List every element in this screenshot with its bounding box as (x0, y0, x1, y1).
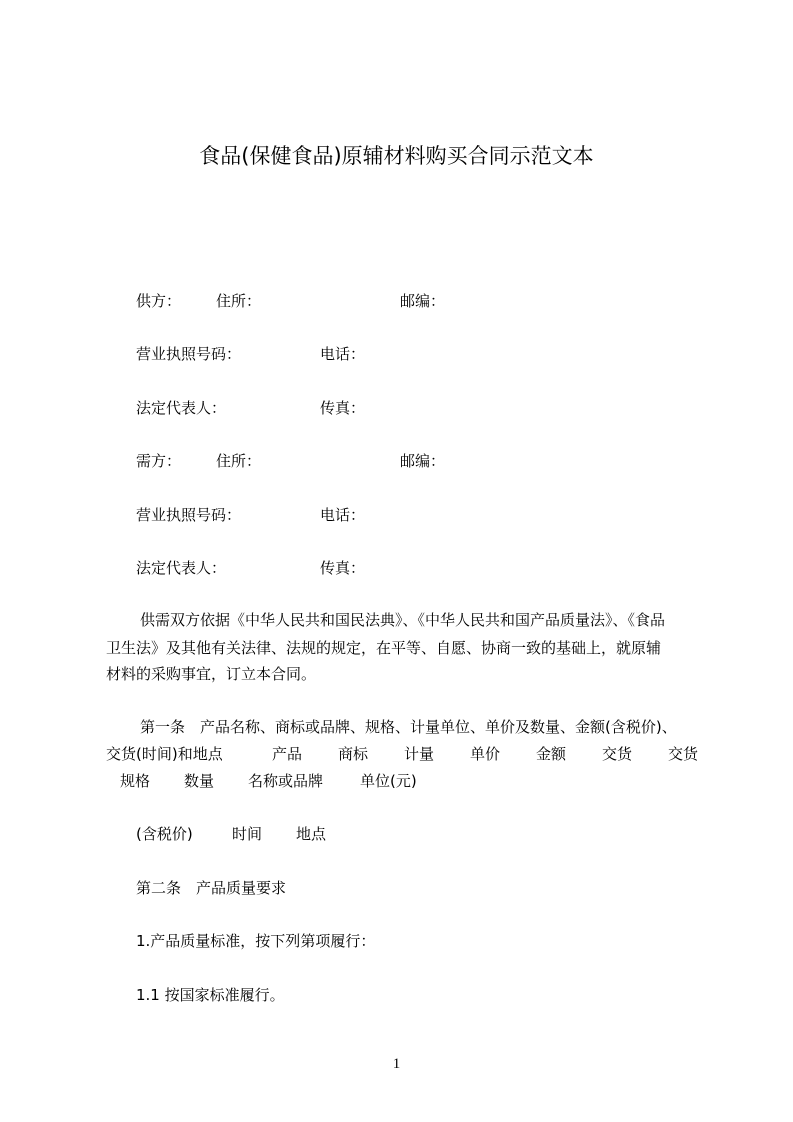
table-header-cell: 计量 (404, 745, 435, 763)
buyer-postcode-label: 邮编： (400, 452, 446, 470)
table-header-cell: 商标 (338, 745, 369, 763)
article1-line-1: 第一条 产品名称、商标或品牌、规格、计量单位、单价及数量、金额(含税价)、 (140, 718, 677, 736)
table-header-cell: 时间 (232, 825, 263, 843)
buyer-phone-label: 电话： (320, 506, 366, 524)
article2-item-1: 1.产品质量标准，按下列第项履行： (136, 932, 376, 950)
table-header-cell: 交货 (602, 745, 633, 763)
table-header-cell: 金额 (536, 745, 567, 763)
supplier-license-label: 营业执照号码： (136, 345, 242, 363)
document-title: 食品(保健食品)原辅材料购买合同示范文本 (199, 144, 594, 168)
table-header-cell: (含税价) (136, 825, 193, 843)
article1-line-2: 交货(时间)和地点 (106, 745, 223, 763)
table-header-cell: 规格 (120, 772, 151, 790)
article2-item-1-1: 1.1 按国家标准履行。 (136, 986, 285, 1004)
buyer-rep-label: 法定代表人： (136, 559, 227, 577)
buyer-fax-label: 传真： (320, 559, 366, 577)
buyer-address-label: 住所： (216, 452, 262, 470)
supplier-phone-label: 电话： (320, 345, 366, 363)
table-header-cell: 地点 (296, 825, 327, 843)
supplier-address-label: 住所： (216, 292, 262, 310)
table-header-cell: 交货 (668, 745, 699, 763)
table-header-cell: 数量 (184, 772, 215, 790)
preamble-line-1: 供需双方依据《中华人民共和国民法典》、《中华人民共和国产品质量法》、《食品 (140, 611, 666, 629)
supplier-postcode-label: 邮编： (400, 292, 446, 310)
supplier-fax-label: 传真： (320, 399, 366, 417)
preamble-line-2: 卫生法》及其他有关法律、法规的规定，在平等、自愿、协商一致的基础上，就原辅 (106, 639, 662, 657)
article2-heading: 第二条 产品质量要求 (136, 879, 287, 897)
table-header-cell: 单位(元) (360, 772, 417, 790)
buyer-party-label: 需方： (136, 452, 182, 470)
table-header-cell: 产品 (272, 745, 303, 763)
table-header-cell: 名称或品牌 (248, 772, 324, 790)
page-number: 1 (392, 1056, 401, 1072)
supplier-party-label: 供方： (136, 292, 182, 310)
buyer-license-label: 营业执照号码： (136, 506, 242, 524)
supplier-rep-label: 法定代表人： (136, 399, 227, 417)
table-header-cell: 单价 (470, 745, 501, 763)
preamble-line-3: 材料的采购事宜，订立本合同。 (106, 665, 317, 683)
